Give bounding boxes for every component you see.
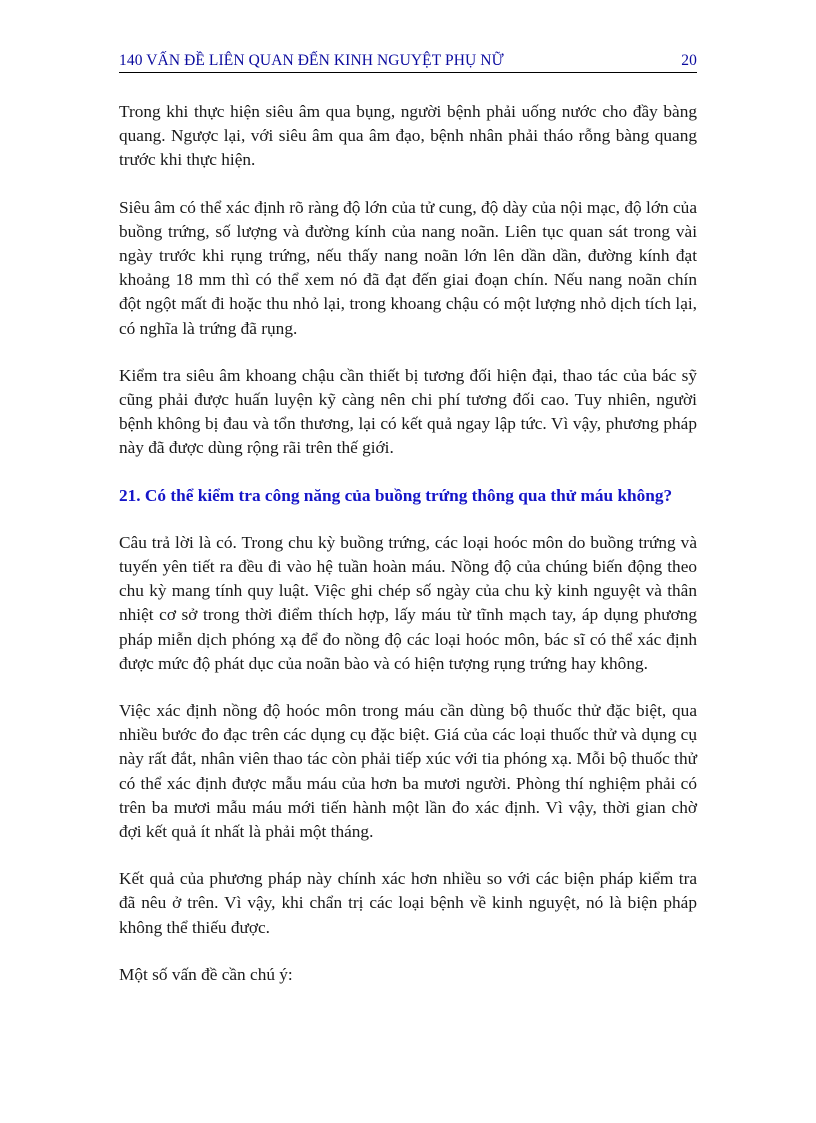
page-header bbox=[119, 50, 697, 73]
paragraph-ultrasound-preparation: Trong khi thực hiện siêu âm qua bụng, người bệnh phải uống nước cho đầy bàng quang. Ngược lại, với siêu âm qua âm đạo, bệnh nhân phải tháo rỗng bàng quang trước khi thực hiện. bbox=[119, 102, 697, 170]
paragraph-ultrasound-cost: Kiểm tra siêu âm khoang chậu cần thiết bị tương đối hiện đại, thao tác của bác sỹ cũng phải được huấn luyện kỹ càng nên chi phí tương đối cao. Tuy nhiên, người bệnh không bị đau và tổn thương, lại có kết quả ngay lập tức. Vì vậy, phương pháp này đã được dùng rộng rãi trên thế giới. bbox=[119, 365, 697, 458]
section-heading: 21. Có thể kiểm tra công năng của buồng trứng thông qua thử máu không? bbox=[119, 485, 673, 505]
paragraph-blood-test-answer: Câu trả lời là có. Trong chu kỳ buồng trứng, các loại hoóc môn do buồng trứng và tuyến yên tiết ra đều đi vào hệ tuần hoàn máu. Nồng độ của chúng biến động theo chu kỳ mang tính quy luật. Việc ghi chép số ngày của chu kỳ kinh nguyệt và thân nhiệt cơ sở trong thời điểm thích hợp, lấy máu từ tĩnh mạch tay, áp dụng phương pháp miễn dịch phóng xạ để đo nồng độ các loại hoóc môn, bác sĩ có thể xác định được mức độ phát dục của noãn bào và có hiện tượng rụng trứng hay không. bbox=[119, 532, 697, 673]
page-number: 20 bbox=[681, 52, 697, 69]
paragraph-ultrasound-findings: Siêu âm có thể xác định rõ ràng độ lớn của tử cung, độ dày của nội mạc, độ lớn của buồng trứng, số lượng và đường kính của nang noãn. Liên tục quan sát trong vài ngày trước khi rụng trứng, nếu thấy nang noãn lớn lên dần dần, đường kính đạt khoảng 18 mm thì có thể xem nó đã đạt đến giai đoạn chín. Nếu nang noãn chín đột ngột mất đi hoặc thu nhỏ lại, trong khoang chậu có một lượng nhỏ dịch tích lại, có nghĩa là trứng đã rụng. bbox=[119, 197, 697, 338]
paragraph-notes-intro: Một số vấn đề cần chú ý: bbox=[119, 964, 293, 984]
running-title: 140 VẤN ĐỀ LIÊN QUAN ĐẾN KINH NGUYỆT PHỤ NỮ bbox=[119, 52, 504, 69]
paragraph-method-accuracy: Kết quả của phương pháp này chính xác hơn nhiều so với các biện pháp kiểm tra đã nêu ở trên. Vì vậy, khi chẩn trị các loại bệnh về kinh nguyệt, nó là biện pháp không thể thiếu được. bbox=[119, 869, 697, 937]
paragraph-hormone-measurement: Việc xác định nồng độ hoóc môn trong máu cần dùng bộ thuốc thử đặc biệt, qua nhiều bước đo đạc trên các dụng cụ đặc biệt. Giá của các loại thuốc thử và dụng cụ này rất đắt, nhân viên thao tác còn phải tiếp xúc với tia phóng xạ. Mỗi bộ thuốc thử có thể xác định được mẫu máu của hơn ba mươi người. Phòng thí nghiệm phải có trên ba mươi mẫu máu mới tiến hành một lần đo xác định. Vì vậy, thời gian chờ đợi kết quả ít nhất là phải một tháng. bbox=[119, 701, 697, 842]
page-body bbox=[119, 100, 697, 1010]
